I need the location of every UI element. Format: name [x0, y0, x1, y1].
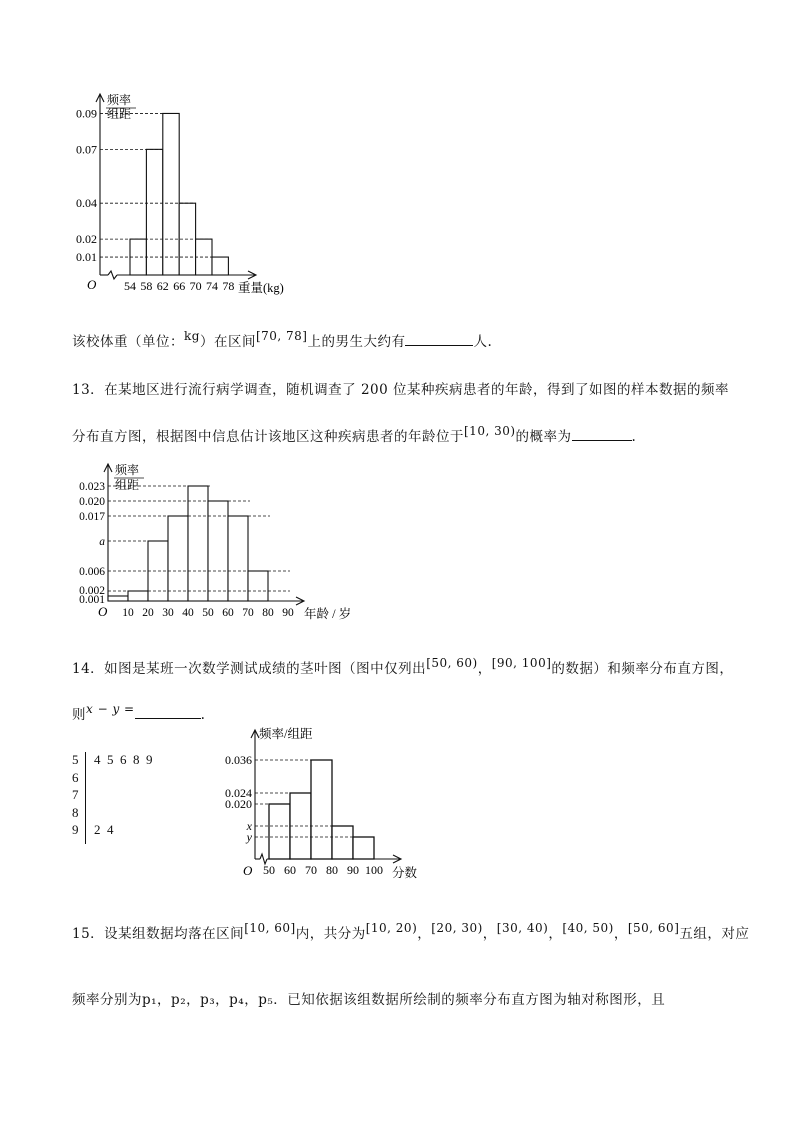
x-tick-label: 30 [162, 607, 174, 619]
x-tick-label: 90 [282, 607, 294, 619]
y-tick-label: a [99, 536, 105, 548]
y-tick-label: 0.023 [79, 481, 105, 493]
x-tick-label: 60 [222, 607, 234, 619]
q15-line1: 15．设某组数据均落在区间[10, 60]内，共分为[10, 20)，[20, 30)，[30, 40)，[40, 50)，[50, 60]五组，对应 [72, 921, 750, 942]
histogram-bar [228, 516, 248, 601]
q15-line2: 频率分别为p₁，p₂，p₃，p₄，p₅．已知依据该组数据所绘制的频率分布直方图为轴对称图形，且 [72, 992, 666, 1008]
y-tick-label: 0.02 [76, 232, 97, 247]
q13-interval: [10, 30) [464, 424, 516, 438]
x-tick-label: 62 [156, 279, 169, 293]
x-tick-label: 40 [182, 607, 194, 619]
x-tick-label: 78 [222, 279, 235, 293]
stem-leaf-plot [72, 752, 192, 847]
histogram-bar [353, 837, 374, 859]
x-tick-label: 70 [242, 607, 254, 619]
q14-suffix: 的数据）和频率分布直方图， [551, 661, 734, 677]
q14-end: . [200, 707, 206, 723]
weight-histogram [60, 90, 360, 300]
histogram-bar [163, 113, 179, 275]
x-tick-label: 90 [347, 863, 359, 877]
x-tick-label: 70 [189, 279, 202, 293]
q15-group-1: [10, 20) [365, 921, 418, 935]
y-tick-label: 0.002 [79, 585, 105, 597]
y-label-top: 频率 [107, 93, 132, 107]
origin-label: O [87, 277, 97, 292]
leaf-values: 4 5 6 8 9 [94, 752, 153, 767]
y-tick-label: 0.01 [76, 250, 97, 265]
histogram-bar [128, 591, 148, 601]
histogram-bar [146, 149, 162, 275]
stem-value: 6 [72, 769, 79, 785]
q15-group-4: [40, 50) [562, 921, 614, 935]
x-tick-label: 70 [305, 863, 317, 877]
q15-group-5: [50, 60] [627, 921, 680, 935]
y-tick-label: 0.017 [79, 511, 105, 523]
y-tick-label: 0.07 [76, 142, 97, 157]
y-axis-label: 频率/组距 [259, 727, 313, 741]
histogram-bar [332, 826, 353, 859]
y-tick-label: 0.020 [79, 496, 105, 508]
stem-value: 5 [72, 752, 79, 767]
q14-sep: ， [477, 661, 492, 677]
y-tick-label: 0.036 [225, 753, 252, 767]
y-label-bottom: 组距 [115, 478, 140, 492]
y-tick-label: 0.006 [79, 566, 105, 578]
x-axis-label: 年龄 / 岁 [304, 607, 352, 621]
x-tick-label: 54 [124, 279, 136, 293]
x-axis-label: 重量(kg) [238, 281, 284, 295]
histogram-bar [108, 596, 128, 601]
q14-expr: x − y = [86, 702, 135, 716]
q12-prefix: 该校体重（单位： [72, 334, 184, 350]
q15-interval: [10, 60] [244, 921, 296, 935]
q13-line1: 13．在某地区进行流行病学调查，随机调查了 200 位某种疾病患者的年龄，得到了如图的样本数据的频率 [72, 382, 730, 398]
q12-suffix: 上的男生大约有 [307, 334, 406, 350]
q14-then: 则 [72, 707, 86, 723]
answer-blank-q14[interactable] [135, 704, 201, 719]
x-tick-label: 80 [326, 863, 338, 877]
q13-line2 [72, 425, 636, 445]
x-tick-label: 20 [142, 607, 154, 619]
x-tick-label: 10 [122, 607, 134, 619]
x-tick-label: 60 [284, 863, 296, 877]
q14-line1 [72, 657, 733, 677]
stem-value: 9 [72, 822, 79, 837]
q14-interval-a: [50, 60) [426, 656, 478, 670]
y-label-top: 频率 [115, 463, 140, 477]
q14-prefix: 14．如图是某班一次数学测试成绩的茎叶图（图中仅列出 [72, 661, 427, 677]
q13-suffix: 的概率为 [515, 429, 572, 445]
stem-value: 8 [72, 804, 79, 820]
answer-blank-q13[interactable] [572, 426, 632, 441]
x-tick-label: 74 [206, 279, 218, 293]
q15-mid: 内，共分为 [295, 926, 366, 942]
y-tick-label: x [246, 819, 252, 833]
q12-interval: [70, 78] [255, 329, 308, 343]
q15-group-3: [30, 40) [496, 921, 549, 935]
x-tick-label: 50 [202, 607, 214, 619]
origin-label: O [98, 604, 108, 619]
age-histogram [64, 460, 364, 630]
y-tick-label: 0.04 [76, 196, 97, 211]
q14-interval-b: [90, 100] [491, 656, 552, 670]
stem-leaf-divider [85, 752, 86, 844]
histogram-bar [188, 486, 208, 601]
stem-value: 7 [72, 787, 79, 802]
q15-group-2: [20, 30) [431, 921, 483, 935]
q12-mid: ）在区间 [199, 334, 256, 350]
q15-prefix: 15．设某组数据均落在区间 [72, 926, 245, 942]
q12-end: 人. [473, 334, 493, 350]
x-tick-label: 50 [263, 863, 275, 877]
leaf-values: 2 4 [94, 822, 114, 837]
q12-unit: kg [184, 329, 200, 343]
q13-end: . [631, 429, 637, 445]
histogram-bar [248, 571, 268, 601]
histogram-bar [168, 516, 188, 601]
x-tick-label: 100 [365, 863, 383, 877]
x-tick-label: 80 [262, 607, 274, 619]
origin-label: O [243, 863, 253, 878]
y-tick-label: y [246, 830, 252, 844]
answer-blank-q12[interactable] [405, 331, 473, 346]
histogram-bar [311, 760, 332, 859]
q15-suffix: 五组，对应 [679, 926, 750, 942]
q14-line2 [72, 703, 205, 723]
y-label-bottom: 组距 [107, 107, 132, 121]
q13-prefix: 分布直方图，根据图中信息估计该地区这种疾病患者的年龄位于 [72, 429, 464, 445]
y-tick-label: 0.024 [225, 786, 252, 800]
y-tick-label: 0.020 [225, 797, 252, 811]
q12-tail-line [72, 330, 492, 350]
y-tick-label: 0.001 [79, 594, 105, 606]
score-histogram [205, 722, 435, 882]
histogram-bar [212, 257, 228, 275]
histogram-bar [196, 239, 212, 275]
histogram-bar [269, 804, 290, 859]
x-tick-label: 58 [140, 279, 153, 293]
y-tick-label: 0.09 [76, 106, 97, 121]
x-tick-label: 66 [173, 279, 186, 293]
x-axis-label: 分数 [392, 866, 418, 880]
